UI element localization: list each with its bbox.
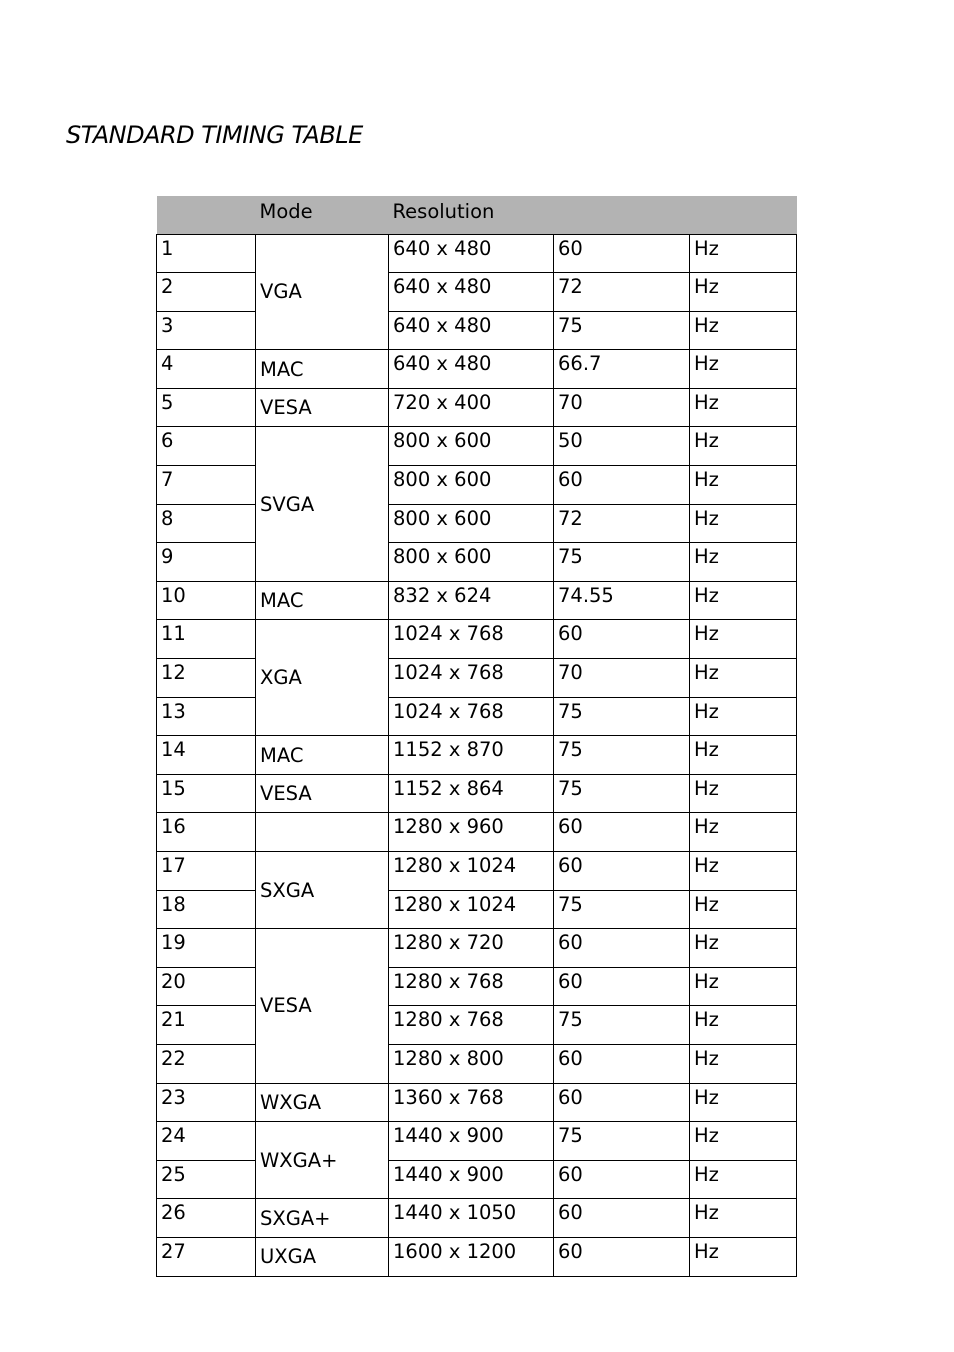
cell-resolution: 1440 x 1050 bbox=[389, 1199, 554, 1238]
cell-unit: Hz bbox=[690, 427, 797, 466]
cell-mode: VESA bbox=[256, 929, 389, 1083]
header-unit bbox=[690, 196, 797, 234]
table-row bbox=[157, 1160, 797, 1199]
cell-number: 7 bbox=[157, 466, 256, 505]
cell-mode: SVGA bbox=[256, 427, 389, 581]
cell-mode: XGA bbox=[256, 620, 389, 736]
cell-unit: Hz bbox=[690, 581, 797, 620]
cell-unit: Hz bbox=[690, 350, 797, 389]
cell-resolution: 1024 x 768 bbox=[389, 620, 554, 659]
table-row bbox=[157, 659, 797, 698]
cell-unit: Hz bbox=[690, 774, 797, 813]
cell-frequency: 75 bbox=[554, 1006, 690, 1045]
table-row bbox=[157, 543, 797, 582]
cell-number: 27 bbox=[157, 1237, 256, 1276]
cell-number: 13 bbox=[157, 697, 256, 736]
cell-mode: MAC bbox=[256, 736, 389, 775]
cell-mode: MAC bbox=[256, 581, 389, 620]
cell-unit: Hz bbox=[690, 1237, 797, 1276]
cell-unit: Hz bbox=[690, 1006, 797, 1045]
cell-resolution: 1440 x 900 bbox=[389, 1160, 554, 1199]
table-row bbox=[157, 813, 797, 852]
cell-mode: WXGA bbox=[256, 1083, 389, 1122]
cell-mode: VESA bbox=[256, 388, 389, 427]
cell-frequency: 70 bbox=[554, 388, 690, 427]
table-row bbox=[157, 852, 797, 891]
cell-resolution: 1280 x 768 bbox=[389, 1006, 554, 1045]
header-resolution: Resolution bbox=[389, 196, 554, 234]
cell-frequency: 72 bbox=[554, 504, 690, 543]
cell-unit: Hz bbox=[690, 273, 797, 312]
cell-number: 25 bbox=[157, 1160, 256, 1199]
cell-unit: Hz bbox=[690, 620, 797, 659]
cell-frequency: 60 bbox=[554, 929, 690, 968]
cell-unit: Hz bbox=[690, 234, 797, 273]
cell-number: 10 bbox=[157, 581, 256, 620]
cell-number: 8 bbox=[157, 504, 256, 543]
table-row bbox=[157, 311, 797, 350]
cell-frequency: 75 bbox=[554, 1122, 690, 1161]
cell-mode: MAC bbox=[256, 350, 389, 389]
table-row bbox=[157, 1237, 797, 1276]
cell-number: 26 bbox=[157, 1199, 256, 1238]
cell-frequency: 70 bbox=[554, 659, 690, 698]
table-row bbox=[157, 697, 797, 736]
cell-frequency: 75 bbox=[554, 890, 690, 929]
cell-frequency: 75 bbox=[554, 697, 690, 736]
cell-frequency: 60 bbox=[554, 967, 690, 1006]
cell-mode: VGA bbox=[256, 234, 389, 350]
table-row bbox=[157, 427, 797, 466]
cell-number: 9 bbox=[157, 543, 256, 582]
cell-number: 15 bbox=[157, 774, 256, 813]
cell-unit: Hz bbox=[690, 659, 797, 698]
cell-number: 2 bbox=[157, 273, 256, 312]
cell-resolution: 640 x 480 bbox=[389, 273, 554, 312]
table-row bbox=[157, 1199, 797, 1238]
cell-resolution: 1280 x 960 bbox=[389, 813, 554, 852]
table-row bbox=[157, 1122, 797, 1161]
cell-mode: UXGA bbox=[256, 1237, 389, 1276]
cell-mode: SXGA+ bbox=[256, 1199, 389, 1238]
cell-number: 5 bbox=[157, 388, 256, 427]
table-row bbox=[157, 929, 797, 968]
header-mode: Mode bbox=[256, 196, 389, 234]
cell-frequency: 66.7 bbox=[554, 350, 690, 389]
cell-resolution: 800 x 600 bbox=[389, 504, 554, 543]
cell-unit: Hz bbox=[690, 388, 797, 427]
cell-resolution: 640 x 480 bbox=[389, 311, 554, 350]
table-row bbox=[157, 967, 797, 1006]
cell-resolution: 1280 x 720 bbox=[389, 929, 554, 968]
cell-frequency: 60 bbox=[554, 1083, 690, 1122]
cell-frequency: 50 bbox=[554, 427, 690, 466]
table-row bbox=[157, 1083, 797, 1122]
table-row bbox=[157, 466, 797, 505]
header-index bbox=[157, 196, 256, 234]
cell-unit: Hz bbox=[690, 1083, 797, 1122]
cell-frequency: 60 bbox=[554, 1160, 690, 1199]
cell-mode: WXGA+ bbox=[256, 1122, 389, 1199]
cell-number: 21 bbox=[157, 1006, 256, 1045]
cell-number: 3 bbox=[157, 311, 256, 350]
table-header bbox=[157, 196, 797, 234]
cell-mode bbox=[256, 813, 389, 852]
table-row bbox=[157, 1044, 797, 1083]
cell-number: 18 bbox=[157, 890, 256, 929]
cell-unit: Hz bbox=[690, 1044, 797, 1083]
header-row bbox=[157, 196, 797, 234]
table-row bbox=[157, 890, 797, 929]
cell-frequency: 60 bbox=[554, 813, 690, 852]
cell-resolution: 1280 x 768 bbox=[389, 967, 554, 1006]
page-title: STANDARD TIMING TABLE bbox=[66, 121, 363, 149]
table-row bbox=[157, 581, 797, 620]
cell-frequency: 72 bbox=[554, 273, 690, 312]
cell-resolution: 800 x 600 bbox=[389, 427, 554, 466]
cell-frequency: 75 bbox=[554, 543, 690, 582]
cell-unit: Hz bbox=[690, 852, 797, 891]
cell-number: 17 bbox=[157, 852, 256, 891]
timing-table bbox=[156, 196, 797, 1277]
table-row bbox=[157, 273, 797, 312]
table-row bbox=[157, 350, 797, 389]
cell-number: 23 bbox=[157, 1083, 256, 1122]
table-row bbox=[157, 736, 797, 775]
cell-resolution: 1280 x 800 bbox=[389, 1044, 554, 1083]
cell-unit: Hz bbox=[690, 1199, 797, 1238]
cell-frequency: 75 bbox=[554, 736, 690, 775]
cell-unit: Hz bbox=[690, 466, 797, 505]
cell-unit: Hz bbox=[690, 736, 797, 775]
cell-unit: Hz bbox=[690, 543, 797, 582]
cell-unit: Hz bbox=[690, 311, 797, 350]
cell-frequency: 60 bbox=[554, 620, 690, 659]
cell-unit: Hz bbox=[690, 1160, 797, 1199]
table-row bbox=[157, 1006, 797, 1045]
cell-resolution: 1024 x 768 bbox=[389, 697, 554, 736]
cell-frequency: 60 bbox=[554, 466, 690, 505]
cell-resolution: 640 x 480 bbox=[389, 234, 554, 273]
cell-unit: Hz bbox=[690, 967, 797, 1006]
cell-resolution: 1600 x 1200 bbox=[389, 1237, 554, 1276]
cell-unit: Hz bbox=[690, 890, 797, 929]
cell-resolution: 720 x 400 bbox=[389, 388, 554, 427]
cell-number: 4 bbox=[157, 350, 256, 389]
cell-number: 11 bbox=[157, 620, 256, 659]
cell-mode: VESA bbox=[256, 774, 389, 813]
cell-number: 14 bbox=[157, 736, 256, 775]
cell-resolution: 1152 x 870 bbox=[389, 736, 554, 775]
cell-number: 24 bbox=[157, 1122, 256, 1161]
cell-unit: Hz bbox=[690, 1122, 797, 1161]
cell-number: 22 bbox=[157, 1044, 256, 1083]
cell-number: 19 bbox=[157, 929, 256, 968]
cell-unit: Hz bbox=[690, 504, 797, 543]
cell-resolution: 1280 x 1024 bbox=[389, 852, 554, 891]
table-row bbox=[157, 620, 797, 659]
cell-number: 12 bbox=[157, 659, 256, 698]
cell-frequency: 75 bbox=[554, 311, 690, 350]
cell-number: 1 bbox=[157, 234, 256, 273]
cell-frequency: 74.55 bbox=[554, 581, 690, 620]
table-row bbox=[157, 774, 797, 813]
table-row bbox=[157, 234, 797, 273]
cell-unit: Hz bbox=[690, 697, 797, 736]
header-frequency bbox=[554, 196, 690, 234]
cell-frequency: 60 bbox=[554, 1237, 690, 1276]
cell-number: 16 bbox=[157, 813, 256, 852]
cell-frequency: 60 bbox=[554, 1199, 690, 1238]
table-row bbox=[157, 504, 797, 543]
cell-frequency: 60 bbox=[554, 234, 690, 273]
cell-resolution: 1152 x 864 bbox=[389, 774, 554, 813]
cell-resolution: 800 x 600 bbox=[389, 466, 554, 505]
cell-resolution: 640 x 480 bbox=[389, 350, 554, 389]
cell-unit: Hz bbox=[690, 813, 797, 852]
cell-resolution: 1360 x 768 bbox=[389, 1083, 554, 1122]
cell-number: 20 bbox=[157, 967, 256, 1006]
cell-frequency: 75 bbox=[554, 774, 690, 813]
cell-mode: SXGA bbox=[256, 852, 389, 929]
cell-resolution: 800 x 600 bbox=[389, 543, 554, 582]
cell-unit: Hz bbox=[690, 929, 797, 968]
table-body bbox=[157, 234, 797, 1276]
cell-resolution: 1280 x 1024 bbox=[389, 890, 554, 929]
cell-frequency: 60 bbox=[554, 852, 690, 891]
cell-resolution: 832 x 624 bbox=[389, 581, 554, 620]
cell-number: 6 bbox=[157, 427, 256, 466]
cell-resolution: 1024 x 768 bbox=[389, 659, 554, 698]
cell-frequency: 60 bbox=[554, 1044, 690, 1083]
cell-resolution: 1440 x 900 bbox=[389, 1122, 554, 1161]
table-row bbox=[157, 388, 797, 427]
